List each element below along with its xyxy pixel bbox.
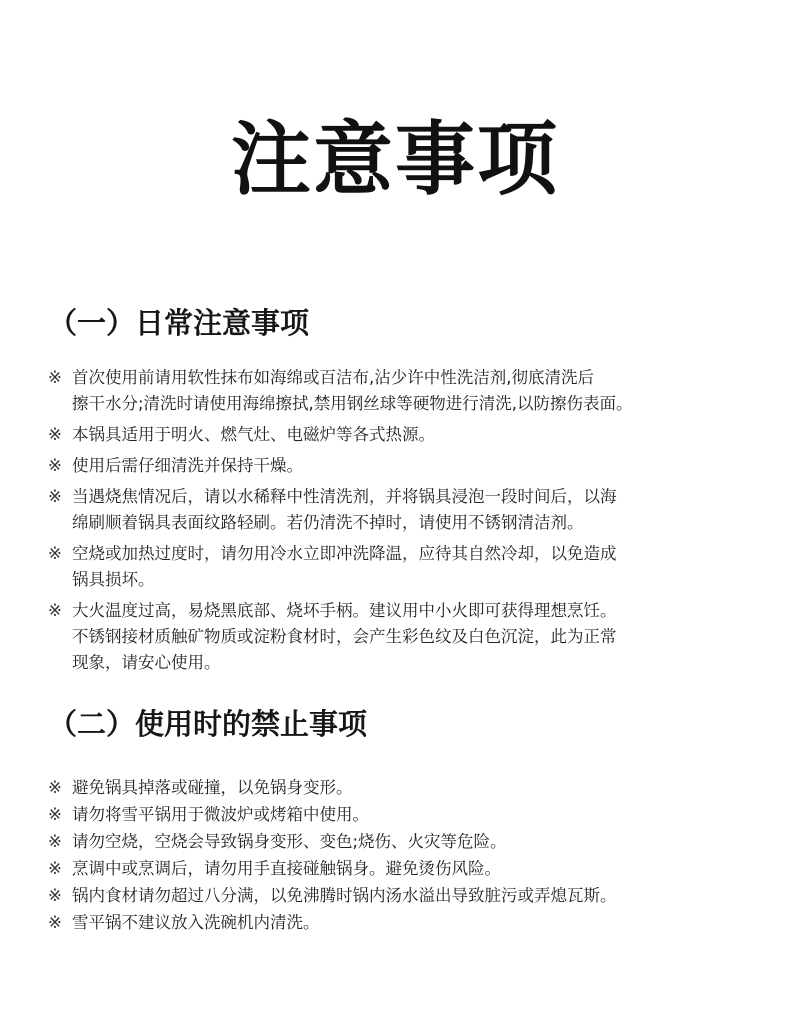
reference-mark-icon: ※ [48, 805, 62, 824]
note-item [48, 541, 768, 593]
note-text [72, 802, 768, 828]
note-item [48, 775, 768, 801]
note-item [48, 365, 768, 417]
note-line: 请勿将雪平锅用于微波炉或烤箱中使用。 [72, 805, 369, 824]
note-text [72, 541, 768, 593]
note-text [72, 422, 768, 448]
note-item [48, 829, 768, 855]
note-text [72, 598, 768, 676]
reference-mark-icon: ※ [48, 778, 62, 797]
prohibited-notes-list [48, 775, 768, 937]
reference-mark-icon: ※ [48, 832, 62, 851]
note-line: 首次使用前请用软性抹布如海绵或百洁布,沾少许中性洗洁剂,彻底清洗后 [72, 368, 594, 387]
note-item [48, 422, 768, 448]
reference-mark-icon: ※ [48, 456, 62, 475]
note-line: 现象，请安心使用。 [72, 653, 221, 672]
note-item [48, 598, 768, 676]
reference-mark-icon: ※ [48, 487, 62, 506]
reference-mark-icon: ※ [48, 368, 62, 387]
note-line: 当遇烧焦情况后，请以水稀释中性清洗剂，并将锅具浸泡一段时间后，以海 [72, 487, 617, 506]
note-line: 绵刷顺着锅具表面纹路轻刷。若仍清洗不掉时，请使用不锈钢清洁剂。 [72, 513, 584, 532]
note-item [48, 484, 768, 536]
note-line: 烹调中或烹调后，请勿用手直接碰触锅身。避免烫伤风险。 [72, 859, 501, 878]
note-item [48, 910, 768, 936]
note-text [72, 484, 768, 536]
note-line: 避免锅具掉落或碰撞，以免锅身变形。 [72, 778, 353, 797]
note-text [72, 365, 768, 417]
note-line: 雪平锅不建议放入洗碗机内清洗。 [72, 913, 320, 932]
note-line: 本锅具适用于明火、燃气灶、电磁炉等各式热源。 [72, 425, 435, 444]
reference-mark-icon: ※ [48, 859, 62, 878]
note-line: 使用后需仔细清洗并保持干燥。 [72, 456, 303, 475]
section-heading-daily: （一）日常注意事项 [48, 306, 310, 340]
note-text [72, 883, 768, 909]
note-item [48, 802, 768, 828]
reference-mark-icon: ※ [48, 425, 62, 444]
note-line: 空烧或加热过度时，请勿用冷水立即冲洗降温，应待其自然冷却，以免造成 [72, 544, 617, 563]
reference-mark-icon: ※ [48, 913, 62, 932]
note-item [48, 856, 768, 882]
note-text [72, 910, 768, 936]
page-title: 注意事项 [231, 113, 559, 206]
note-line: 锅内食材请勿超过八分满，以免沸腾时锅内汤水溢出导致脏污或弄熄瓦斯。 [72, 886, 617, 905]
reference-mark-icon: ※ [48, 601, 62, 620]
reference-mark-icon: ※ [48, 886, 62, 905]
reference-mark-icon: ※ [48, 544, 62, 563]
note-line: 不锈钢接材质触矿物质或淀粉食材时，会产生彩色纹及白色沉淀，此为正常 [72, 627, 617, 646]
note-line: 锅具损坏。 [72, 570, 155, 589]
note-text [72, 453, 768, 479]
note-item [48, 453, 768, 479]
note-text [72, 856, 768, 882]
section-heading-prohibited: （二）使用时的禁止事项 [48, 707, 368, 741]
note-line: 请勿空烧，空烧会导致锅身变形、变色;烧伤、火灾等危险。 [72, 832, 507, 851]
note-text [72, 775, 768, 801]
note-line: 擦干水分;清洗时请使用海绵擦拭,禁用钢丝球等硬物进行清洗,以防擦伤表面。 [72, 394, 633, 413]
note-text [72, 829, 768, 855]
note-item [48, 883, 768, 909]
daily-notes-list [48, 365, 768, 681]
note-line: 大火温度过高，易烧黑底部、烧坏手柄。建议用中小火即可获得理想烹饪。 [72, 601, 617, 620]
